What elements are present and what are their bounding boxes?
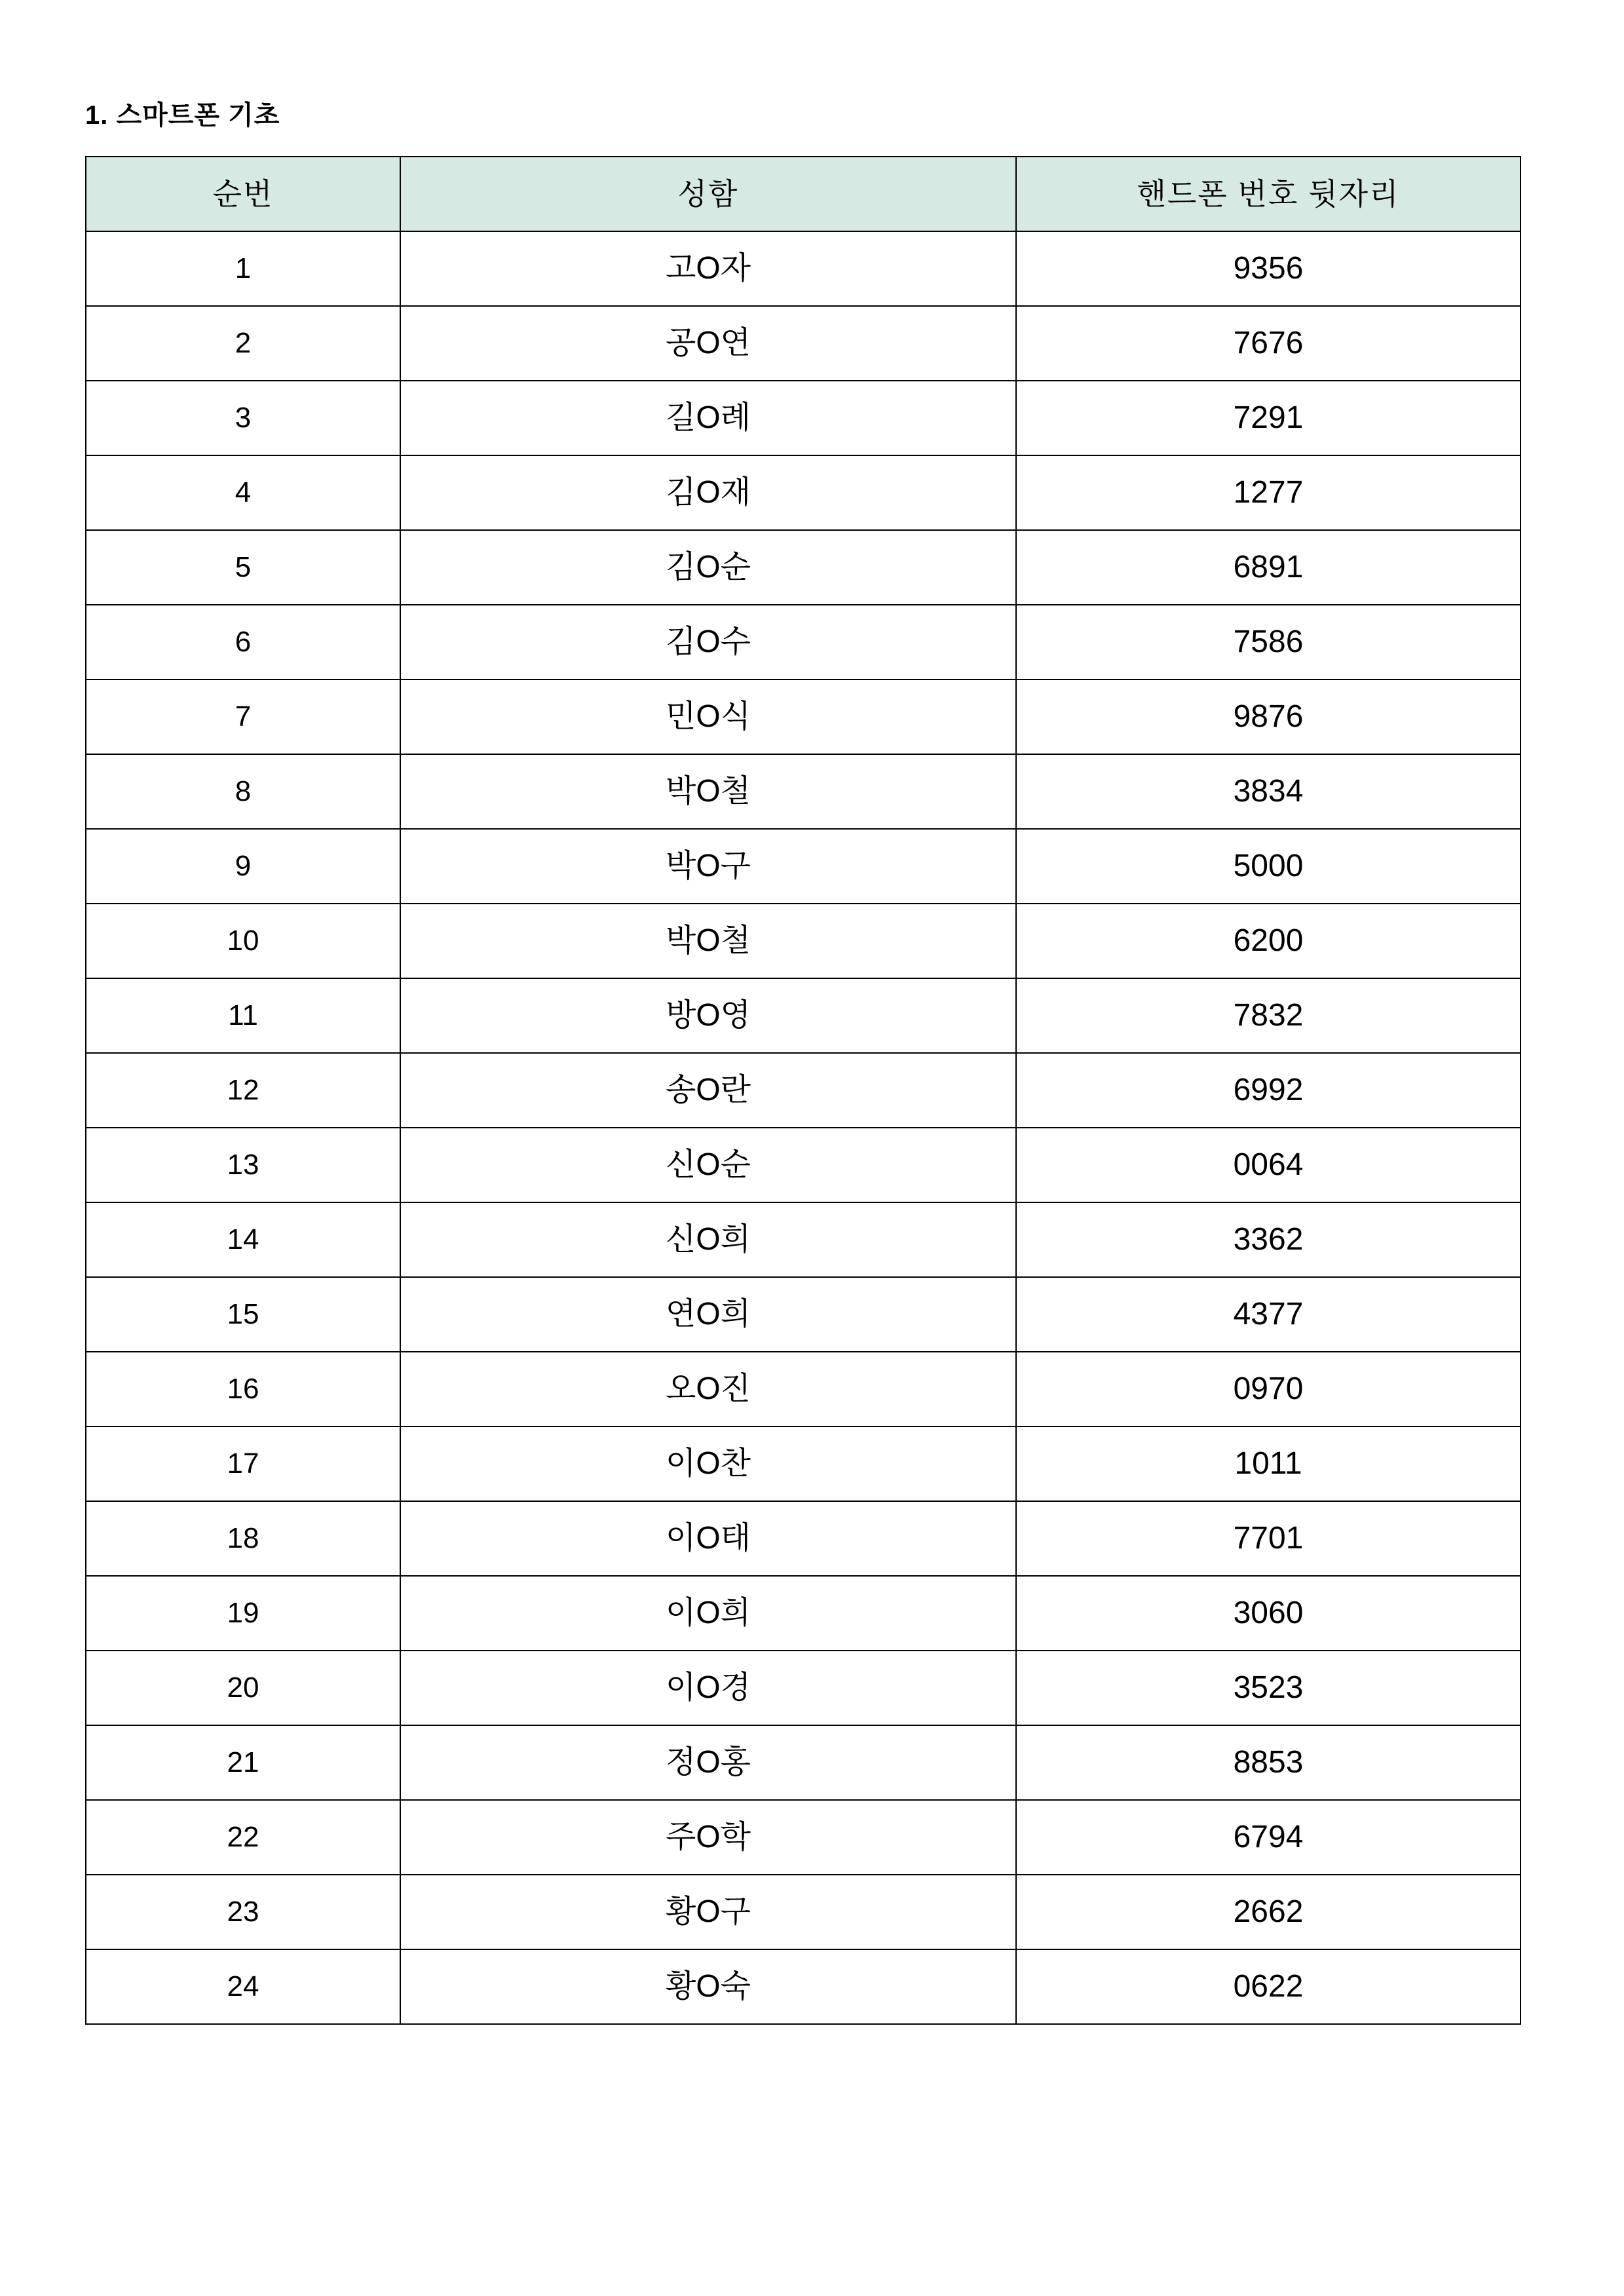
cell-phone: 1277 — [1016, 455, 1520, 530]
table-header — [86, 157, 1520, 231]
cell-name: 민O식 — [400, 679, 1016, 754]
cell-no: 8 — [86, 754, 400, 829]
cell-phone: 7291 — [1016, 381, 1520, 455]
cell-no: 13 — [86, 1128, 400, 1202]
table-row — [86, 754, 1520, 829]
cell-phone: 8853 — [1016, 1725, 1520, 1800]
cell-no: 24 — [86, 1949, 400, 2024]
cell-name: 황O구 — [400, 1875, 1016, 1949]
cell-phone: 3523 — [1016, 1651, 1520, 1725]
cell-phone: 6891 — [1016, 530, 1520, 605]
cell-no: 17 — [86, 1426, 400, 1501]
cell-name: 신O순 — [400, 1128, 1016, 1202]
cell-name: 주O학 — [400, 1800, 1016, 1875]
table-row — [86, 904, 1520, 978]
cell-phone: 4377 — [1016, 1277, 1520, 1352]
column-header-no: 순번 — [86, 157, 400, 231]
cell-no: 16 — [86, 1352, 400, 1426]
cell-no: 5 — [86, 530, 400, 605]
cell-phone: 7586 — [1016, 605, 1520, 679]
cell-no: 21 — [86, 1725, 400, 1800]
table-row — [86, 1651, 1520, 1725]
table-row — [86, 306, 1520, 381]
cell-name: 박O철 — [400, 904, 1016, 978]
cell-phone: 7676 — [1016, 306, 1520, 381]
roster-table — [85, 156, 1521, 2025]
cell-name: 김O수 — [400, 605, 1016, 679]
cell-phone: 3060 — [1016, 1576, 1520, 1651]
cell-no: 22 — [86, 1800, 400, 1875]
column-header-phone: 핸드폰 번호 뒷자리 — [1016, 157, 1520, 231]
cell-phone: 9356 — [1016, 231, 1520, 306]
table-row — [86, 1128, 1520, 1202]
cell-name: 이O태 — [400, 1501, 1016, 1576]
table-row — [86, 1875, 1520, 1949]
table-row — [86, 1202, 1520, 1277]
cell-name: 박O철 — [400, 754, 1016, 829]
cell-phone: 6200 — [1016, 904, 1520, 978]
cell-name: 오O진 — [400, 1352, 1016, 1426]
cell-phone: 2662 — [1016, 1875, 1520, 1949]
cell-no: 18 — [86, 1501, 400, 1576]
table-row — [86, 231, 1520, 306]
cell-name: 이O경 — [400, 1651, 1016, 1725]
cell-no: 2 — [86, 306, 400, 381]
table-row — [86, 829, 1520, 904]
cell-name: 이O찬 — [400, 1426, 1016, 1501]
table-row — [86, 1576, 1520, 1651]
cell-phone: 7832 — [1016, 978, 1520, 1053]
cell-name: 송O란 — [400, 1053, 1016, 1128]
cell-no: 14 — [86, 1202, 400, 1277]
cell-name: 신O희 — [400, 1202, 1016, 1277]
table-row — [86, 1053, 1520, 1128]
cell-no: 19 — [86, 1576, 400, 1651]
cell-no: 3 — [86, 381, 400, 455]
cell-phone: 7701 — [1016, 1501, 1520, 1576]
table-row — [86, 1277, 1520, 1352]
cell-phone: 3362 — [1016, 1202, 1520, 1277]
cell-phone: 3834 — [1016, 754, 1520, 829]
cell-name: 연O희 — [400, 1277, 1016, 1352]
cell-name: 공O연 — [400, 306, 1016, 381]
cell-phone: 6992 — [1016, 1053, 1520, 1128]
table-row — [86, 605, 1520, 679]
cell-name: 이O희 — [400, 1576, 1016, 1651]
cell-no: 11 — [86, 978, 400, 1053]
cell-name: 정O홍 — [400, 1725, 1016, 1800]
cell-phone: 5000 — [1016, 829, 1520, 904]
page-title: 1. 스마트폰 기초 — [85, 101, 280, 130]
cell-name: 김O순 — [400, 530, 1016, 605]
cell-phone: 6794 — [1016, 1800, 1520, 1875]
table-row — [86, 1949, 1520, 2024]
cell-no: 23 — [86, 1875, 400, 1949]
table-row — [86, 1725, 1520, 1800]
cell-phone: 9876 — [1016, 679, 1520, 754]
table-row — [86, 1800, 1520, 1875]
cell-no: 6 — [86, 605, 400, 679]
table-row — [86, 1352, 1520, 1426]
cell-no: 15 — [86, 1277, 400, 1352]
table-row — [86, 679, 1520, 754]
cell-no: 12 — [86, 1053, 400, 1128]
table-row — [86, 455, 1520, 530]
table-row — [86, 1501, 1520, 1576]
cell-no: 20 — [86, 1651, 400, 1725]
table-header-row — [86, 157, 1520, 231]
cell-phone: 0970 — [1016, 1352, 1520, 1426]
cell-no: 10 — [86, 904, 400, 978]
cell-no: 9 — [86, 829, 400, 904]
cell-phone: 0064 — [1016, 1128, 1520, 1202]
table-body — [86, 231, 1520, 2024]
table-row — [86, 1426, 1520, 1501]
cell-name: 김O재 — [400, 455, 1016, 530]
table-row — [86, 381, 1520, 455]
cell-name: 황O숙 — [400, 1949, 1016, 2024]
cell-no: 4 — [86, 455, 400, 530]
cell-name: 길O례 — [400, 381, 1016, 455]
cell-name: 박O구 — [400, 829, 1016, 904]
cell-phone: 1011 — [1016, 1426, 1520, 1501]
table-row — [86, 530, 1520, 605]
cell-no: 7 — [86, 679, 400, 754]
cell-no: 1 — [86, 231, 400, 306]
cell-name: 방O영 — [400, 978, 1016, 1053]
cell-name: 고O자 — [400, 231, 1016, 306]
cell-phone: 0622 — [1016, 1949, 1520, 2024]
column-header-name: 성함 — [400, 157, 1016, 231]
table-row — [86, 978, 1520, 1053]
